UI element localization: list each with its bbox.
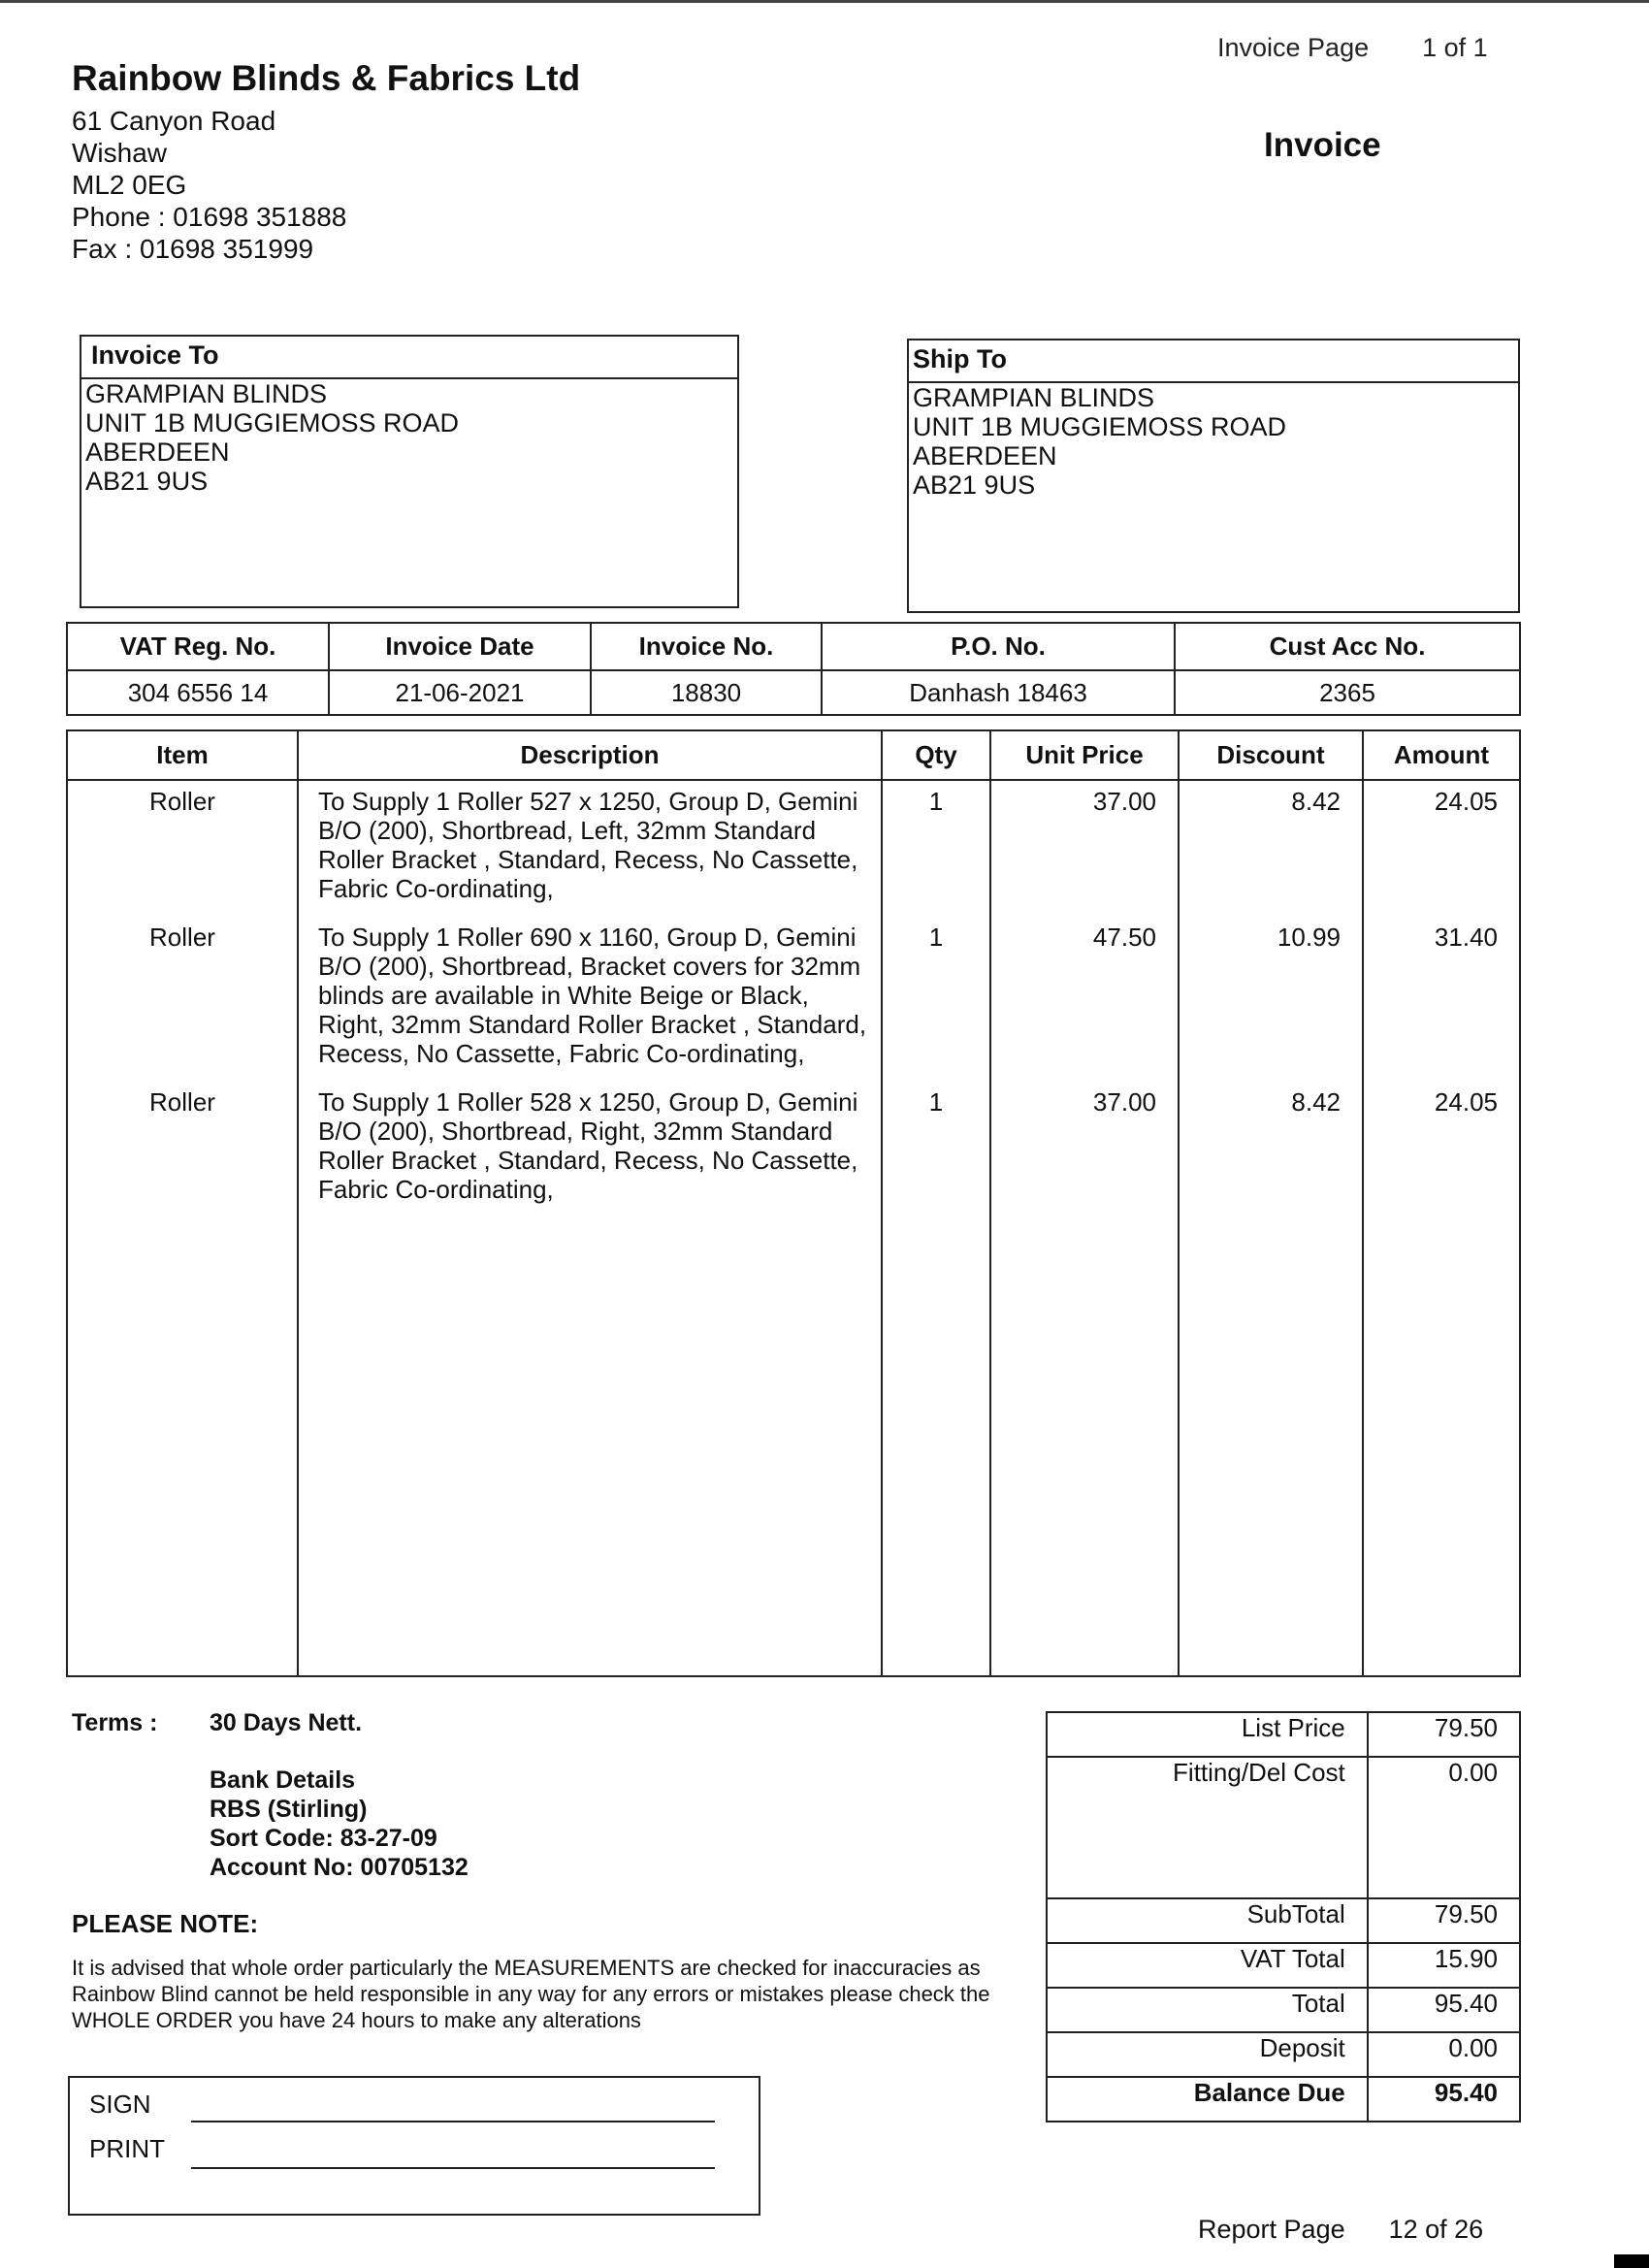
total-label: Total <box>1047 1988 1368 2032</box>
qty-cell: 1 <box>882 1082 990 1217</box>
deposit-label: Deposit <box>1047 2032 1368 2077</box>
line-items-table <box>66 729 1521 1677</box>
note-text: It is advised that whole order particularly the MEASUREMENTS are checked for inaccuracies as Rainbow Blind cannot be held responsible in any way for any errors or mistakes please check the WHOLE ORDER you have 24 hours to make any alterations <box>72 1956 990 2032</box>
balance-due-value: 95.40 <box>1368 2077 1520 2122</box>
invoice-no-value: 18830 <box>591 670 822 715</box>
vat-reg-value: 304 6556 14 <box>67 670 329 715</box>
ship-to-heading: Ship To <box>909 340 1518 383</box>
item-cell: Roller <box>67 917 298 1082</box>
scan-top-edge <box>0 0 1649 3</box>
qty-header: Qty <box>882 730 990 780</box>
address-line: UNIT 1B MUGGIEMOSS ROAD <box>913 412 1287 441</box>
report-page-value: 12 of 26 <box>1388 2215 1484 2244</box>
invoice-page-label: Invoice Page <box>1217 33 1370 62</box>
qty-cell: 1 <box>882 780 990 917</box>
document-title: Invoice <box>1264 126 1381 164</box>
invoice-to-address <box>81 379 737 496</box>
signature-box <box>68 2076 760 2216</box>
table-empty-space <box>67 1217 1520 1676</box>
terms-value: 30 Days Nett. <box>210 1709 363 1736</box>
address-line: AB21 9US <box>913 470 1036 500</box>
vat-reg-header: VAT Reg. No. <box>67 623 329 670</box>
amount-cell: 24.05 <box>1363 780 1520 917</box>
invoice-page-value: 1 of 1 <box>1422 33 1488 62</box>
address-line: 61 Canyon Road <box>72 106 276 136</box>
unit-price-cell: 37.00 <box>990 1082 1179 1217</box>
deposit-value: 0.00 <box>1368 2032 1520 2077</box>
cust-acc-value: 2365 <box>1175 670 1520 715</box>
po-no-value: Danhash 18463 <box>822 670 1175 715</box>
table-row <box>67 917 1520 1082</box>
address-line: GRAMPIAN BLINDS <box>85 379 328 408</box>
discount-cell: 8.42 <box>1179 1082 1363 1217</box>
amount-header: Amount <box>1363 730 1520 780</box>
bank-heading: Bank Details <box>210 1766 356 1794</box>
vat-total-value: 15.90 <box>1368 1943 1520 1988</box>
discount-cell: 10.99 <box>1179 917 1363 1082</box>
address-line: ABERDEEN <box>913 441 1057 470</box>
address-line: ABERDEEN <box>85 437 230 467</box>
report-page-label: Report Page <box>1198 2215 1345 2244</box>
item-header: Item <box>67 730 298 780</box>
invoice-to-box <box>80 335 739 608</box>
list-price-label: List Price <box>1047 1712 1368 1757</box>
unit-price-cell: 37.00 <box>990 780 1179 917</box>
table-row <box>67 1082 1520 1217</box>
company-phone: Phone : 01698 351888 <box>72 202 347 232</box>
scan-corner-mark <box>1614 2254 1649 2268</box>
item-cell: Roller <box>67 1082 298 1217</box>
subtotal-label: SubTotal <box>1047 1898 1368 1943</box>
sign-label: SIGN <box>89 2090 151 2119</box>
invoice-no-header: Invoice No. <box>591 623 822 670</box>
discount-header: Discount <box>1179 730 1363 780</box>
terms-label: Terms : <box>72 1709 158 1736</box>
company-address <box>72 105 346 265</box>
invoice-date-value: 21-06-2021 <box>329 670 591 715</box>
po-no-header: P.O. No. <box>822 623 1175 670</box>
vat-total-label: VAT Total <box>1047 1943 1368 1988</box>
bank-details <box>210 1766 469 1882</box>
ship-to-box <box>907 339 1520 613</box>
company-name: Rainbow Blinds & Fabrics Ltd <box>72 58 581 98</box>
table-row <box>67 780 1520 917</box>
report-page-indicator <box>1198 2215 1483 2245</box>
ship-to-address <box>909 383 1518 500</box>
balance-due-label: Balance Due <box>1047 2077 1368 2122</box>
sort-code: Sort Code: 83-27-09 <box>210 1825 437 1852</box>
company-fax: Fax : 01698 351999 <box>72 234 314 264</box>
address-line: GRAMPIAN BLINDS <box>913 383 1155 412</box>
fitting-value: 0.00 <box>1368 1757 1520 1898</box>
address-line: UNIT 1B MUGGIEMOSS ROAD <box>85 408 460 437</box>
amount-cell: 31.40 <box>1363 917 1520 1082</box>
print-line[interactable] <box>191 2167 715 2169</box>
total-value: 95.40 <box>1368 1988 1520 2032</box>
account-number: Account No: 00705132 <box>210 1854 469 1881</box>
description-cell: To Supply 1 Roller 527 x 1250, Group D, Gemini B/O (200), Shortbread, Left, 32mm Standard Roller Bracket , Standard, Recess, No Cassette, Fabric Co-ordinating, <box>298 780 882 917</box>
fitting-label: Fitting/Del Cost <box>1047 1757 1368 1898</box>
qty-cell: 1 <box>882 917 990 1082</box>
list-price-value: 79.50 <box>1368 1712 1520 1757</box>
cust-acc-header: Cust Acc No. <box>1175 623 1520 670</box>
description-cell: To Supply 1 Roller 690 x 1160, Group D, Gemini B/O (200), Shortbread, Bracket covers for 32mm blinds are available in White Beige or Black, Right, 32mm Standard Roller Bracket , Standard, Recess, No Cassette, Fabric Co-ordinating, <box>298 917 882 1082</box>
sign-line[interactable] <box>191 2121 715 2122</box>
address-line: ML2 0EG <box>72 170 187 200</box>
invoice-page-indicator <box>1217 33 1488 63</box>
subtotal-value: 79.50 <box>1368 1898 1520 1943</box>
description-header: Description <box>298 730 882 780</box>
invoice-to-heading: Invoice To <box>81 337 737 379</box>
description-cell: To Supply 1 Roller 528 x 1250, Group D, Gemini B/O (200), Shortbread, Right, 32mm Standard Roller Bracket , Standard, Recess, No Cassette, Fabric Co-ordinating, <box>298 1082 882 1217</box>
address-line: AB21 9US <box>85 467 209 496</box>
invoice-info-table <box>66 622 1521 716</box>
print-label: PRINT <box>89 2134 165 2163</box>
totals-table <box>1046 1711 1521 2122</box>
discount-cell: 8.42 <box>1179 780 1363 917</box>
address-line: Wishaw <box>72 138 168 168</box>
note-heading: PLEASE NOTE: <box>72 1909 259 1938</box>
unit-price-header: Unit Price <box>990 730 1179 780</box>
invoice-date-header: Invoice Date <box>329 623 591 670</box>
unit-price-cell: 47.50 <box>990 917 1179 1082</box>
item-cell: Roller <box>67 780 298 917</box>
bank-name: RBS (Stirling) <box>210 1796 368 1823</box>
amount-cell: 24.05 <box>1363 1082 1520 1217</box>
